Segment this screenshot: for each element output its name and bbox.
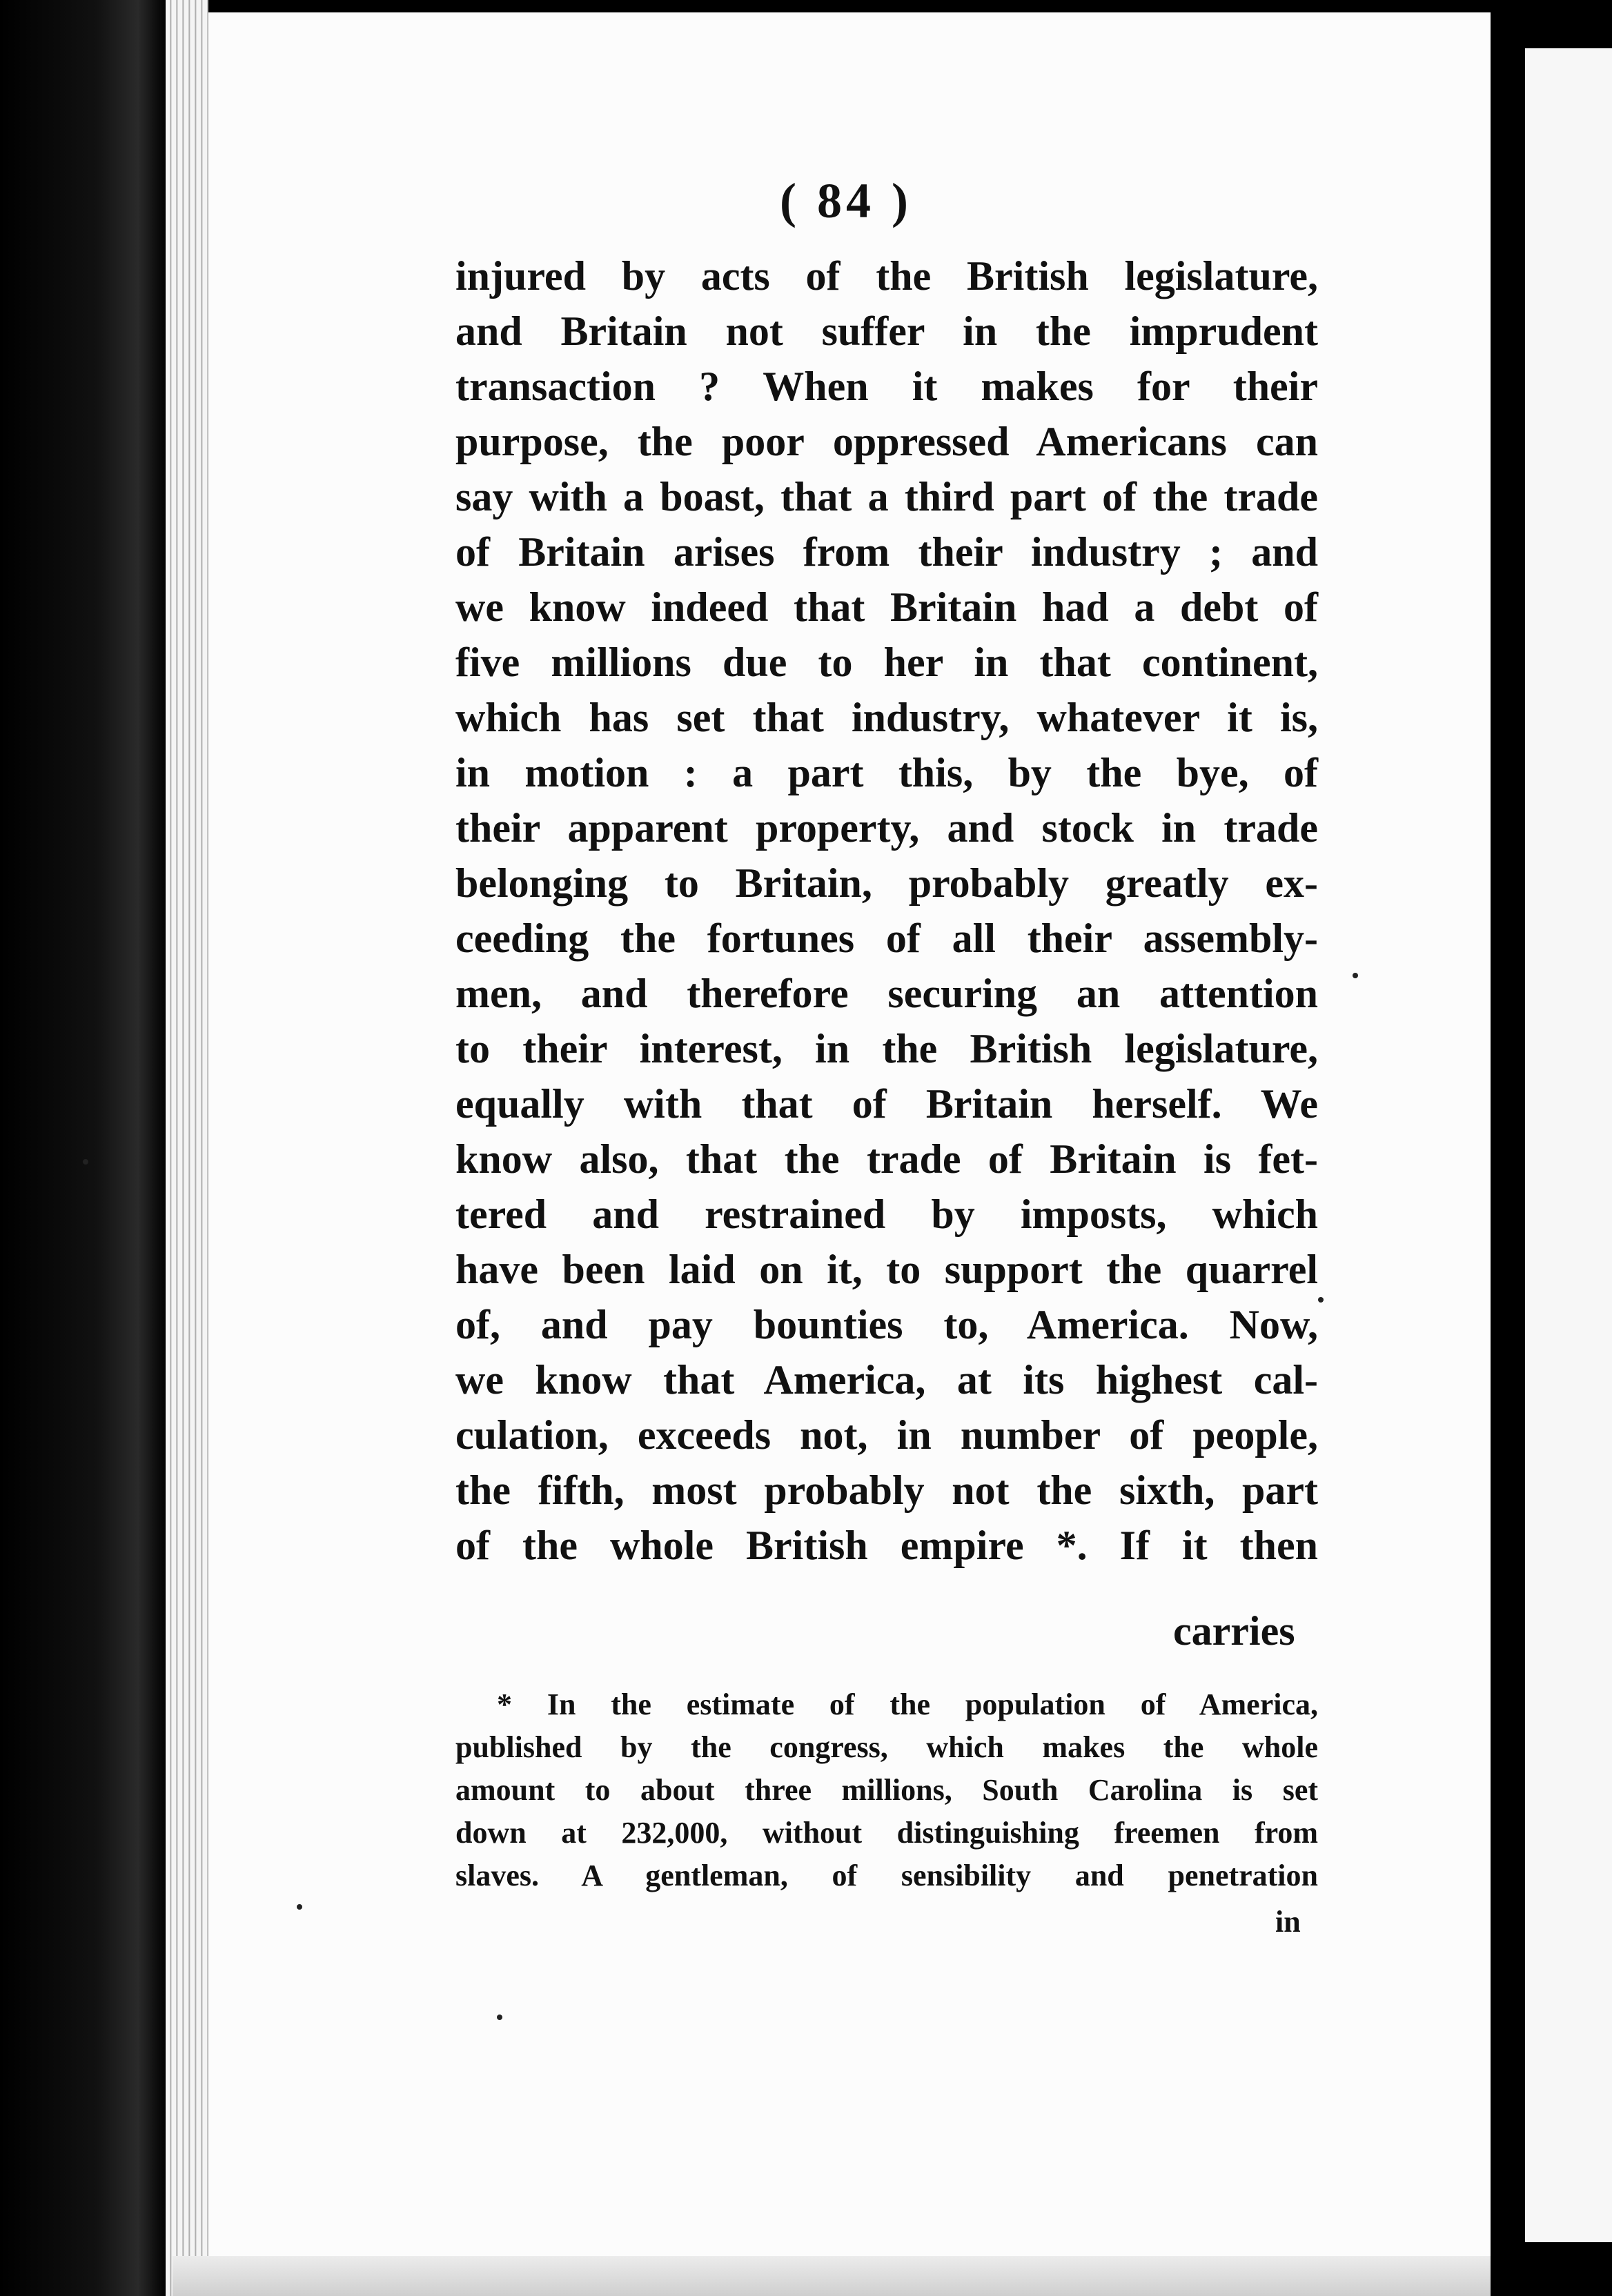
page-stack-edge bbox=[166, 0, 208, 2296]
footnote-line: * In the estimate of the population of America, bbox=[497, 1688, 1318, 1721]
text-line: know also, that the trade of Britain is fet- bbox=[455, 1136, 1318, 1182]
text-line: which has set that industry, whatever it is, bbox=[455, 695, 1318, 740]
scan-speck bbox=[497, 2015, 502, 2020]
text-line: we know that America, at its highest cal- bbox=[455, 1357, 1318, 1403]
body-text bbox=[455, 248, 1318, 1573]
text-line: say with a boast, that a third part of the trade bbox=[455, 474, 1318, 519]
footnote-line: amount to about three millions, South Carolina is set bbox=[455, 1773, 1318, 1807]
text-line: of the whole British empire *. If it then bbox=[455, 1523, 1318, 1568]
text-line: in motion : a part this, by the bye, of bbox=[455, 750, 1318, 795]
text-line: ceeding the fortunes of all their assembly- bbox=[455, 916, 1318, 961]
footnote-catchword: in bbox=[1275, 1905, 1301, 1939]
text-line: five millions due to her in that continent, bbox=[455, 640, 1318, 685]
text-line: of, and pay bounties to, America. Now, bbox=[455, 1302, 1318, 1347]
text-line: men, and therefore securing an attention bbox=[455, 971, 1318, 1016]
text-line: culation, exceeds not, in number of people, bbox=[455, 1412, 1318, 1458]
footnote-line: slaves. A gentleman, of sensibility and penetration bbox=[455, 1859, 1318, 1892]
text-line: tered and restrained by imposts, which bbox=[455, 1191, 1318, 1237]
text-line: and Britain not suffer in the imprudent bbox=[455, 308, 1318, 354]
text-line: belonging to Britain, probably greatly ex- bbox=[455, 860, 1318, 906]
text-line: the fifth, most probably not the sixth, part bbox=[455, 1467, 1318, 1513]
text-line: injured by acts of the British legislature, bbox=[455, 253, 1318, 299]
footnote-line: down at 232,000, without distinguishing freemen from bbox=[455, 1816, 1318, 1850]
catchword: carries bbox=[1173, 1608, 1295, 1654]
book-binding-edge bbox=[0, 0, 173, 2296]
page-number: ( 84 ) bbox=[780, 173, 912, 228]
facing-page-edge bbox=[1525, 48, 1612, 2242]
scan-speck bbox=[83, 1159, 88, 1165]
text-line: transaction ? When it makes for their bbox=[455, 364, 1318, 409]
text-line: we know indeed that Britain had a debt of bbox=[455, 584, 1318, 630]
scan-speck bbox=[1353, 973, 1358, 978]
page-bottom-edge bbox=[173, 2256, 1491, 2296]
text-line: of Britain arises from their industry ; and bbox=[455, 529, 1318, 575]
footnote-line: published by the congress, which makes the whole bbox=[455, 1730, 1318, 1764]
footnote bbox=[455, 1683, 1318, 1897]
scan-speck bbox=[297, 1904, 302, 1910]
text-line: purpose, the poor oppressed Americans can bbox=[455, 419, 1318, 464]
text-line: to their interest, in the British legislature, bbox=[455, 1026, 1318, 1071]
text-line: their apparent property, and stock in trade bbox=[455, 805, 1318, 851]
text-line: equally with that of Britain herself. We bbox=[455, 1081, 1318, 1127]
text-line: have been laid on it, to support the quarrel bbox=[455, 1247, 1318, 1292]
scan-speck bbox=[1318, 1297, 1324, 1303]
